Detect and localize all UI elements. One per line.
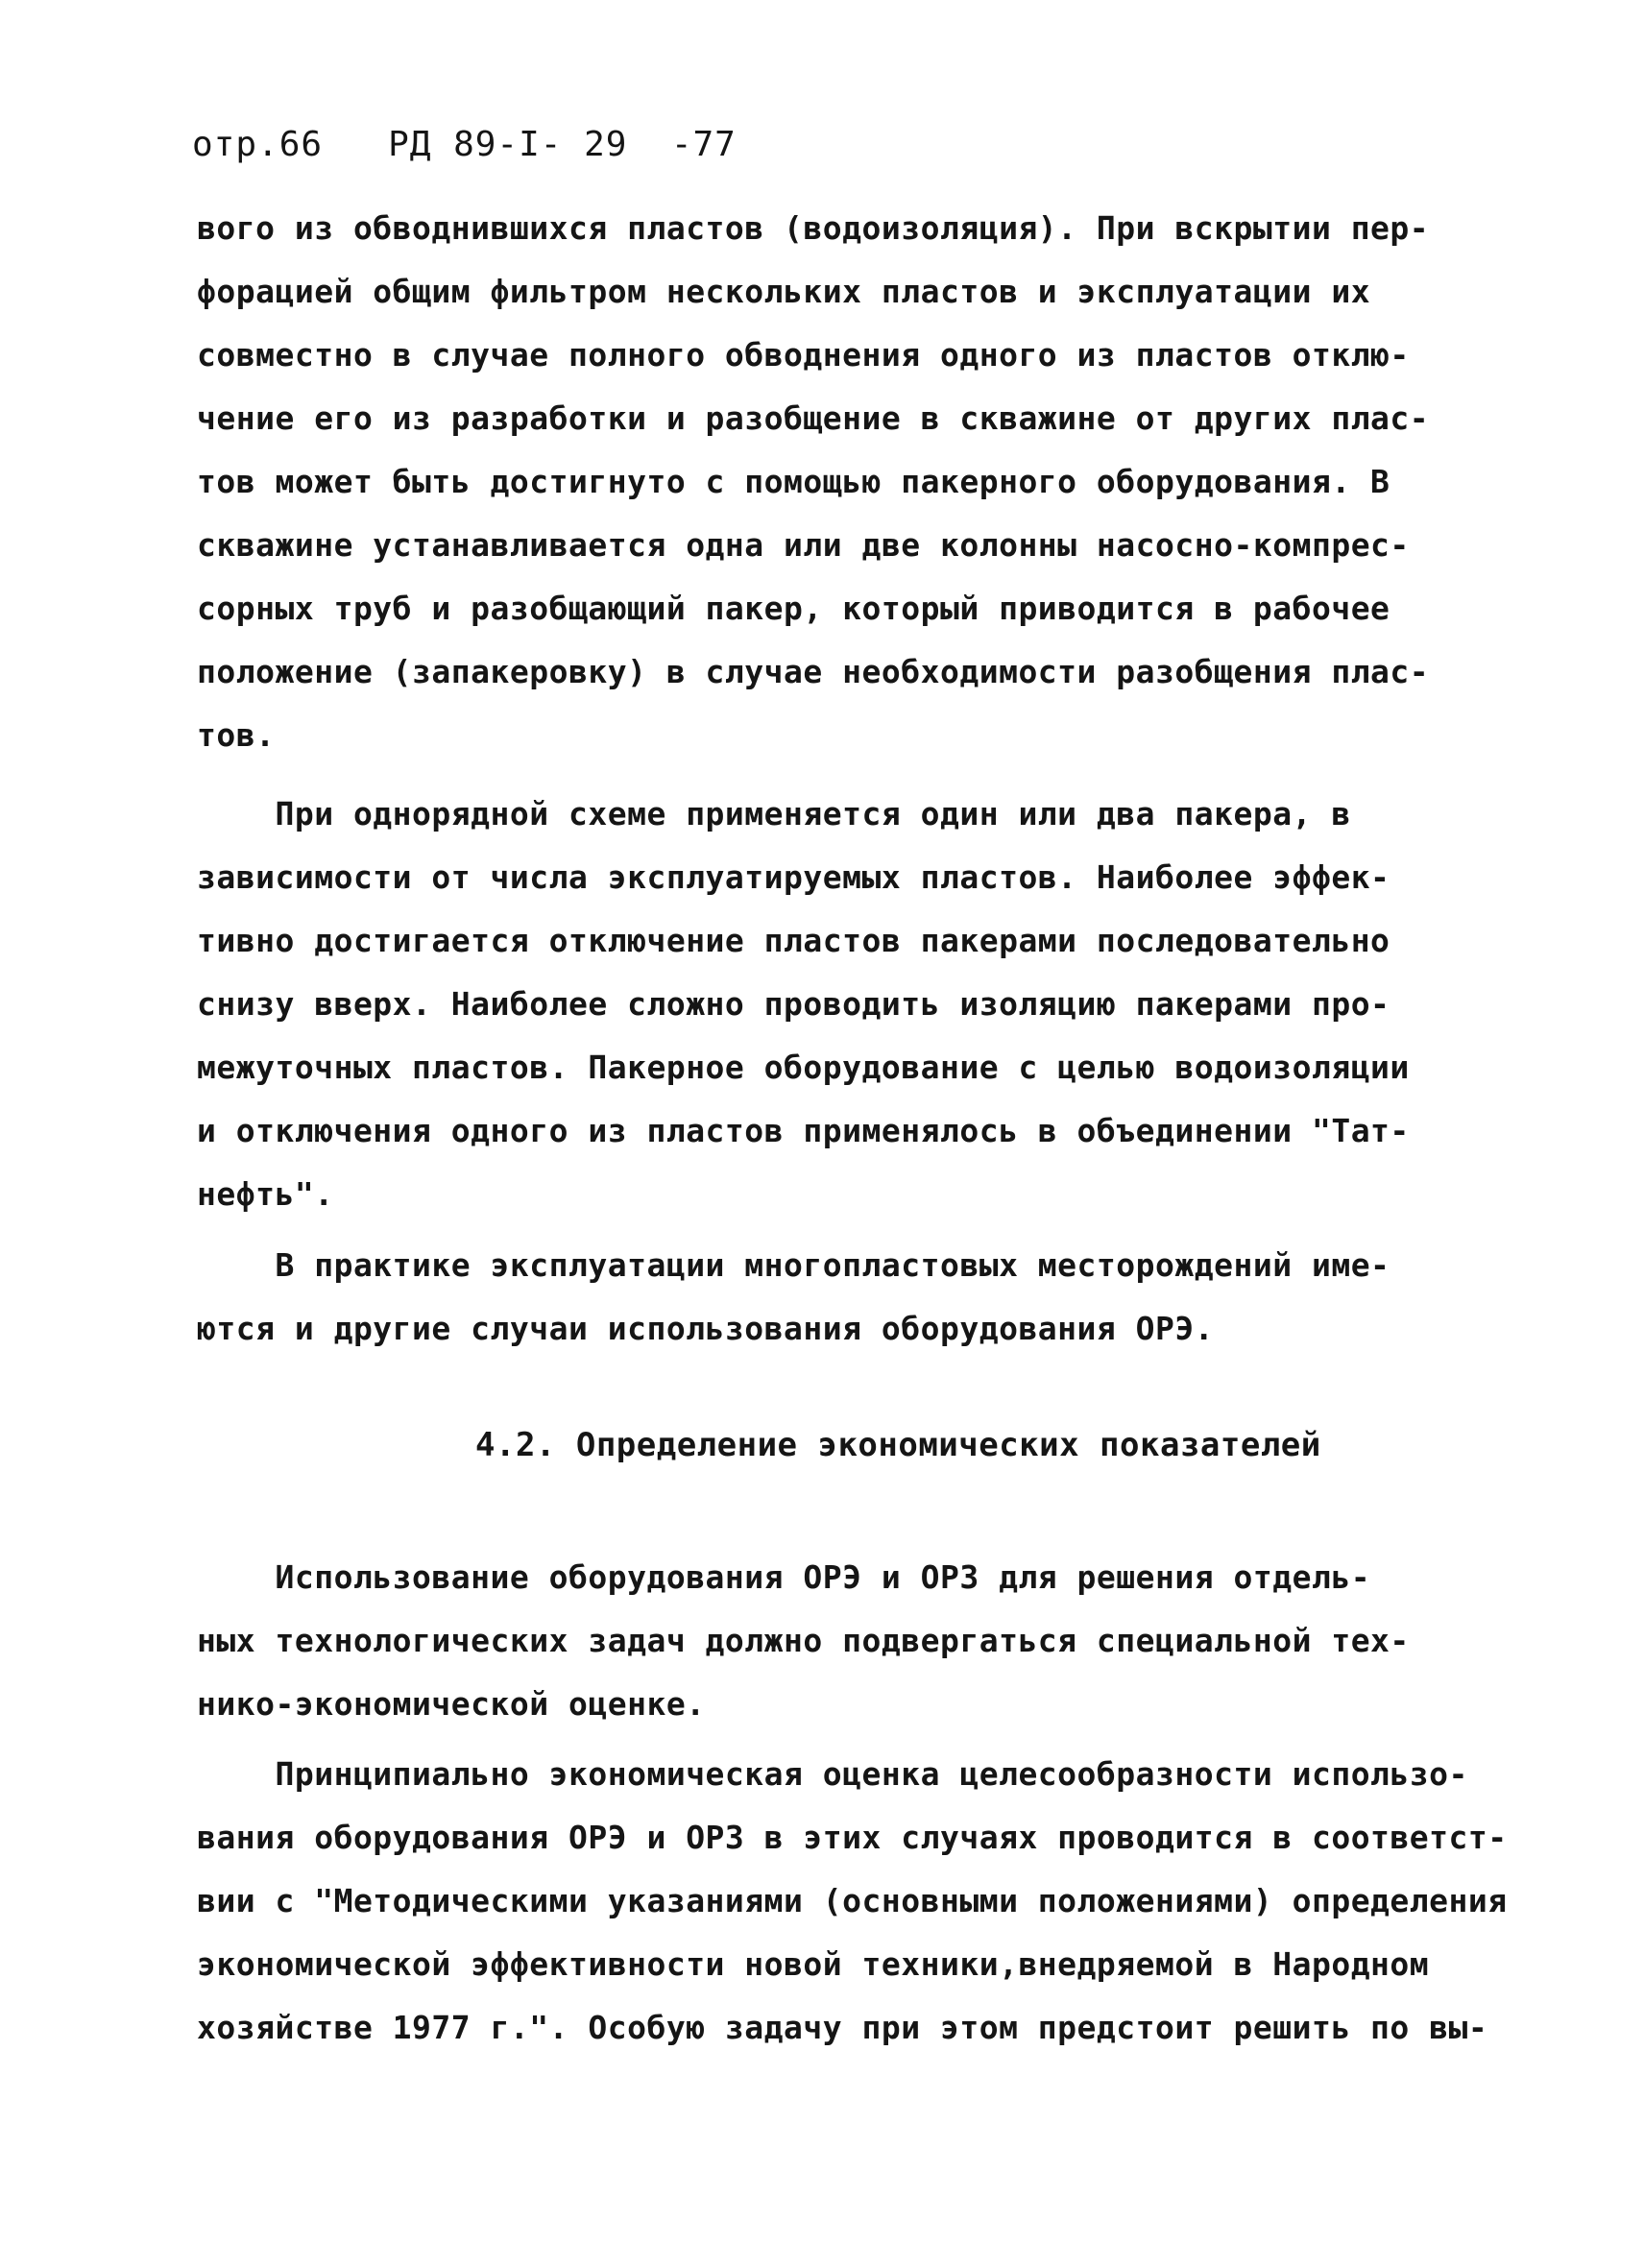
- text-line: В практике эксплуатации многопластовых месторождений име-: [197, 1246, 1390, 1284]
- paragraph-3: [197, 1234, 1503, 1361]
- text-line: ных технологических задач должно подвергаться специальной тех-: [197, 1622, 1410, 1659]
- text-line: форацией общим фильтром нескольких пластов и эксплуатации их: [197, 273, 1371, 310]
- text-line: Использование оборудования ОРЭ и ОРЗ для решения отдель-: [197, 1558, 1371, 1596]
- text-line: При однорядной схеме применяется один или два пакера, в: [197, 795, 1351, 832]
- section-heading: 4.2. Определение экономических показателей: [475, 1426, 1321, 1464]
- text-line: снизу вверх. Наиболее сложно проводить изоляцию пакерами про-: [197, 985, 1390, 1023]
- paragraph-2: [197, 783, 1503, 1226]
- paragraph-4: [197, 1546, 1503, 1736]
- text-line: тов.: [197, 716, 276, 754]
- text-line: вания оборудования ОРЭ и ОРЗ в этих случаях проводится в соответст-: [197, 1819, 1508, 1856]
- text-line: зависимости от числа эксплуатируемых пластов. Наиболее эффек-: [197, 858, 1390, 896]
- text-line: хозяйстве 1977 г.". Особую задачу при этом предстоит решить по вы-: [197, 2009, 1488, 2046]
- text-line: тивно достигается отключение пластов пакерами последовательно: [197, 922, 1390, 959]
- text-line: совместно в случае полного обводнения одного из пластов отклю-: [197, 336, 1410, 374]
- text-line: вии с "Методическими указаниями (основными положениями) определения: [197, 1882, 1508, 1919]
- text-line: нефть".: [197, 1175, 334, 1213]
- text-line: тов может быть достигнуто с помощью пакерного оборудования. В: [197, 463, 1390, 500]
- text-line: сорных труб и разобщающий пакер, который приводится в рабочее: [197, 590, 1390, 627]
- text-line: положение (запакеровку) в случае необходимости разобщения плас-: [197, 653, 1430, 690]
- paragraph-5: [197, 1743, 1508, 2060]
- text-line: межуточных пластов. Пакерное оборудование с целью водоизоляции: [197, 1049, 1410, 1086]
- text-line: экономической эффективности новой техники,внедряемой в Народном: [197, 1945, 1430, 1983]
- text-line: скважине устанавливается одна или две колонны насосно-компрес-: [197, 526, 1410, 564]
- text-line: вого из обводнившихся пластов (водоизоляция). При вскрытии пер-: [197, 209, 1430, 247]
- text-line: чение его из разработки и разобщение в скважине от других плас-: [197, 399, 1430, 437]
- text-line: и отключения одного из пластов применялось в объединении "Тат-: [197, 1112, 1410, 1149]
- paragraph-1: [197, 197, 1503, 767]
- text-line: нико-экономической оценке.: [197, 1685, 706, 1723]
- text-line: ются и другие случаи использования оборудования ОРЭ.: [197, 1310, 1215, 1347]
- page-header: отр.66 РД 89-I- 29 -77: [192, 125, 737, 164]
- text-line: Принципиально экономическая оценка целесообразности использо-: [197, 1755, 1468, 1793]
